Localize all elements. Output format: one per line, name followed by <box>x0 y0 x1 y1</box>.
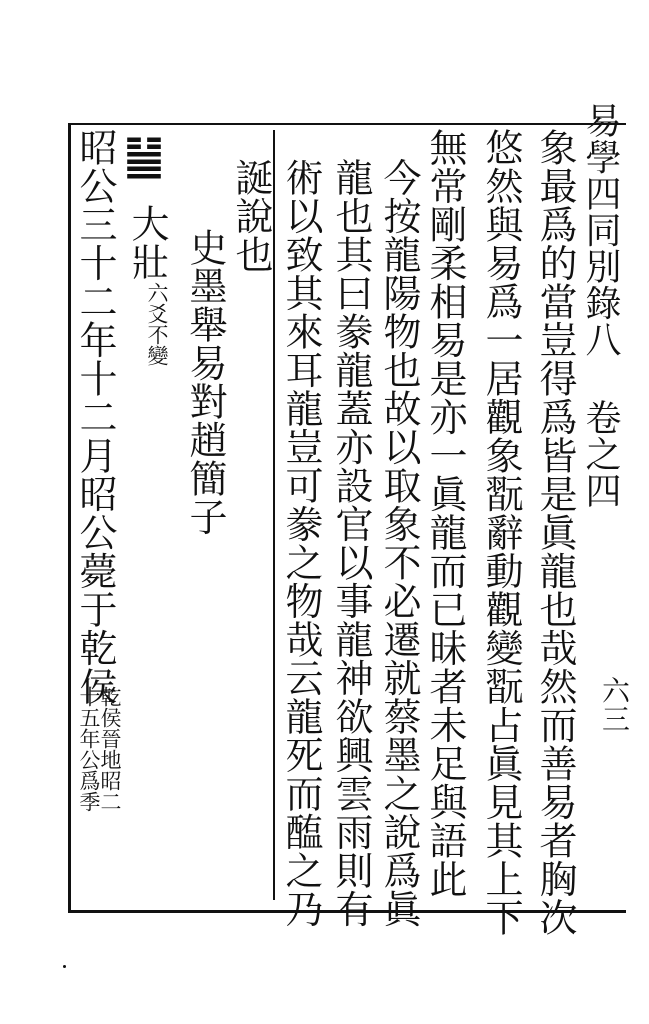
text-column-4: 今按龍陽物也故以取象不必遷就蔡墨之說爲眞 <box>377 158 421 928</box>
folio-number: 六三 <box>598 676 631 733</box>
column-divider <box>273 130 275 900</box>
entry-heading: 史墨舉易對趙簡子 <box>183 228 227 536</box>
chronicle-line: 昭公三十二年十二月昭公薨于乾侯 <box>73 128 117 706</box>
text-column-2: 悠然與易爲一居觀象翫辭動觀變翫占眞見其上下 <box>479 128 523 937</box>
hexagram-symbol: ䷡ <box>117 128 171 183</box>
running-head: 易學四同別錄八 卷之四 <box>580 102 621 509</box>
text-column-6: 術以致其來耳龍豈可豢之物哉云龍死而醢之乃 <box>279 158 323 928</box>
text-column-5: 龍也其曰豢龍蓋亦設官以事龍神欲興雲雨則有 <box>329 158 373 928</box>
hexagram-name: 大壯 <box>125 204 169 281</box>
text-column-3: 無常剛柔相易是亦一眞龍而已昧者未足與語此 <box>423 128 467 898</box>
text-column-7: 誕說也 <box>229 158 273 274</box>
place-note-left: 十五年公爲季 <box>77 686 101 812</box>
place-note-right: 乾侯晉地昭二 <box>98 686 122 812</box>
ink-speck <box>63 965 66 968</box>
hexagram-note: 六爻不變 <box>145 282 169 366</box>
text-column-1: 象最爲的當豈得爲皆是眞龍也哉然而善易者胸次 <box>533 128 577 937</box>
